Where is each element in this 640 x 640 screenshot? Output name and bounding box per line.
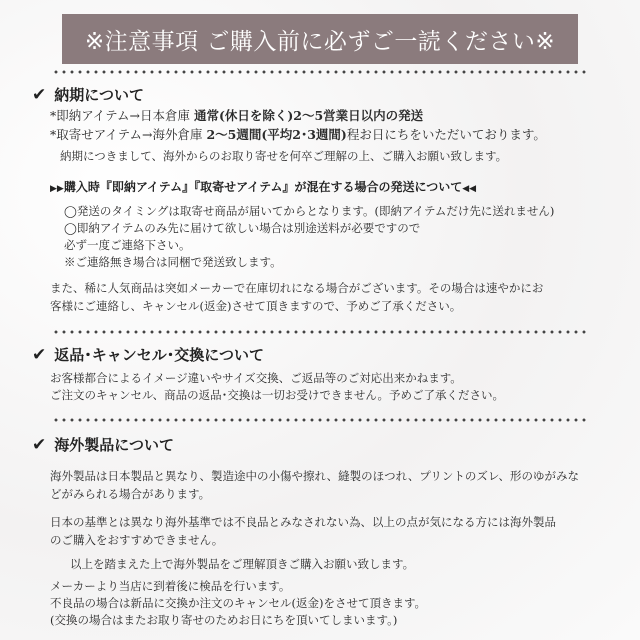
returns-line-1: お客様都合によるイメージ違いやサイズ交換、ご返品等のご対応出来かねます。 bbox=[50, 371, 462, 385]
stock-line-2: 客様にご連絡し、キャンセル(返金)させて頂きますので、予めご了承ください。 bbox=[50, 299, 462, 313]
delivery-line-2-suffix: 程お日にちをいただいております。 bbox=[346, 127, 546, 142]
mixed-line-4: ※ご連絡無き場合は同梱で発送致します。 bbox=[64, 255, 282, 269]
check-icon: ✔ bbox=[32, 344, 47, 365]
notice-banner: ※注意事項 ご購入前に必ずご一読ください※ bbox=[62, 14, 578, 64]
delivery-line-2-value: 2〜5週間(平均2･3週間) bbox=[206, 127, 347, 142]
overseas-p1-line-2: どがみられる場合があります。 bbox=[50, 487, 211, 501]
check-icon: ✔ bbox=[32, 434, 47, 455]
overseas-p4-line-3: (交換の場合はまたお取り寄せのためお日にちを頂いてしまいます。) bbox=[50, 613, 398, 627]
returns-line-2: ご注文のキャンセル、商品の返品･交換は一切お受けできません。予めご了承ください。 bbox=[50, 388, 505, 402]
delivery-line-2 bbox=[50, 127, 546, 143]
overseas-p4-line-1: メーカーより当店に到着後に検品を行います。 bbox=[50, 579, 291, 593]
mixed-line-2: ◯即納アイテムのみ先に届けて欲しい場合は別途送料が必要ですので bbox=[64, 221, 421, 235]
returns-heading-text: 返品･キャンセル･交換について bbox=[54, 346, 264, 364]
delivery-line-1 bbox=[50, 108, 423, 124]
overseas-p3: 以上を踏まえた上で海外製品をご理解頂きご購入お願い致します。 bbox=[70, 557, 415, 571]
dotted-divider bbox=[52, 418, 588, 422]
returns-heading bbox=[32, 344, 264, 365]
delivery-note: 納期につきまして、海外からのお取り寄せを何卒ご理解の上、ご購入お願い致します。 bbox=[60, 149, 508, 163]
mixed-line-3: 必ず一度ご連絡下さい。 bbox=[64, 238, 191, 252]
mixed-order-heading bbox=[50, 178, 476, 195]
mixed-order-heading-text: 購入時『即納アイテム』『取寄せアイテム』が混在する場合の発送について bbox=[63, 180, 463, 194]
overseas-p4-line-2: 不良品の場合は新品に交換か注文のキャンセル(返金)をさせて頂きます。 bbox=[50, 596, 427, 610]
overseas-heading-text: 海外製品について bbox=[54, 436, 174, 454]
overseas-heading bbox=[32, 434, 174, 455]
delivery-heading-text: 納期について bbox=[54, 86, 144, 104]
overseas-p2-line-2: のご購入をおすすめできません。 bbox=[50, 533, 224, 547]
delivery-heading bbox=[32, 84, 144, 105]
double-arrow-left-icon: ◀◀ bbox=[462, 184, 477, 194]
delivery-line-2-label: *取寄せアイテム→海外倉庫 bbox=[50, 127, 207, 142]
check-icon: ✔ bbox=[32, 84, 47, 105]
overseas-p1-line-1: 海外製品は日本製品と異なり、製造途中の小傷や擦れ、縫製のほつれ、プリントのズレ、形のゆがみな bbox=[50, 469, 579, 483]
dotted-divider bbox=[52, 330, 588, 334]
delivery-line-1-value: 通常(休日を除く)2〜5営業日以内の発送 bbox=[193, 108, 424, 123]
mixed-line-1: ◯発送のタイミングは取寄せ商品が届いてからとなります。(即納アイテムだけ先に送れません) bbox=[64, 204, 555, 218]
overseas-p2-line-1: 日本の基準とは異なり海外基準では不良品とみなされない為、以上の点が気になる方には海外製品 bbox=[50, 515, 556, 529]
stock-line-1: また、稀に人気商品は突如メーカーで在庫切れになる場合がございます。その場合は速やかにお bbox=[50, 281, 544, 295]
dotted-divider bbox=[52, 70, 588, 74]
delivery-line-1-label: *即納アイテム→日本倉庫 bbox=[50, 108, 194, 123]
double-arrow-right-icon: ▶▶ bbox=[50, 184, 64, 194]
